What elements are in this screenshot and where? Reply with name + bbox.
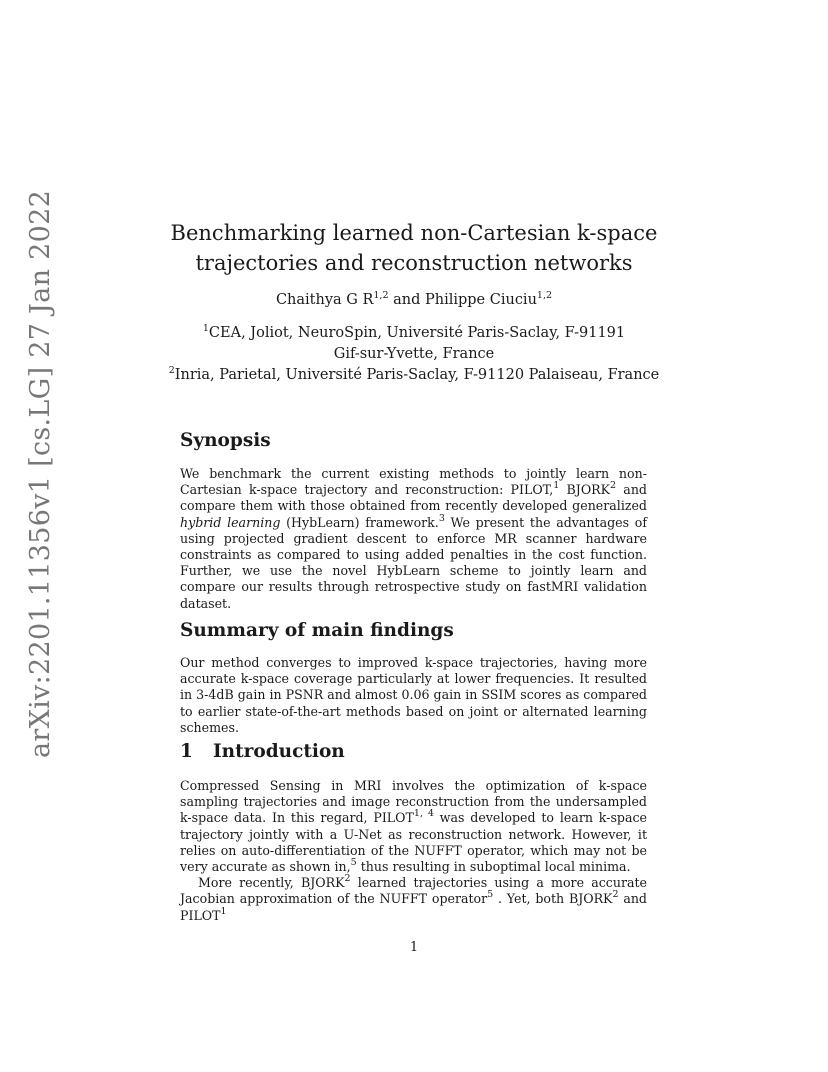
summary-text: Our method converges to improved k-space trajectories, having more accurate k-space coverage particularly at lower frequencies. It resulted in 3-4dB gain in PSNR and almost 0.06 gain in SSIM scores as compared to earlier state-of-the-art methods based on joint or alternated learning schemes. xyxy=(180,655,647,735)
synopsis-text: (HybLearn) framework. xyxy=(280,514,439,530)
author-name: Chaithya G R xyxy=(275,292,374,308)
affiliation-1 xyxy=(0,323,828,344)
affiliation-2 xyxy=(0,365,828,386)
intro-text: More recently, BJORK xyxy=(198,875,345,891)
citation-mark: 5 xyxy=(350,857,357,869)
summary-heading: Summary of main findings xyxy=(180,620,454,641)
synopsis-paragraph xyxy=(180,466,647,612)
section-number: 1 xyxy=(180,741,193,762)
author-list xyxy=(0,292,828,308)
introduction-paragraph-2 xyxy=(180,875,647,924)
page-number: 1 xyxy=(409,940,419,955)
introduction-body xyxy=(180,778,647,924)
affiliations xyxy=(0,323,828,386)
emphasis-text: hybrid learning xyxy=(180,514,281,530)
citation-mark: 5 xyxy=(487,889,494,901)
intro-text: was developed to learn k-space trajectory jointly with a U-Net as reconstruction network. However, it relies on auto-differentiation of the NUFFT operator, which may not be very accurate as shown in, xyxy=(180,810,647,875)
synopsis-text: BJORK xyxy=(559,482,611,498)
author-name: Philippe Ciuciu xyxy=(424,292,537,308)
introduction-heading xyxy=(180,741,345,762)
summary-paragraph xyxy=(180,655,647,736)
affiliation-mark: 1 xyxy=(202,323,209,334)
title-line-2: trajectories and reconstruction networks xyxy=(195,251,633,275)
intro-text: learned trajectories using a more accurate Jacobian approximation of the NUFFT operator xyxy=(180,875,647,907)
citation-mark: 1 xyxy=(220,905,227,917)
intro-text: thus resulting in suboptimal local minima. xyxy=(356,859,631,875)
citation-mark: 2 xyxy=(344,873,351,885)
intro-text: . Yet, both BJORK xyxy=(493,891,613,907)
section-title: Introduction xyxy=(213,741,345,762)
synopsis-text: and compare them with those obtained from recently developed generalized xyxy=(180,482,647,514)
citation-mark: 2 xyxy=(612,889,619,901)
citation-mark: 1, 4 xyxy=(413,808,434,820)
arxiv-identifier: arXiv:2201.11356v1 [cs.LG] 27 Jan 2022 xyxy=(25,189,56,758)
affiliation-1-cont: Gif-sur-Yvette, France xyxy=(333,346,495,362)
introduction-paragraph-1 xyxy=(180,778,647,875)
title-line-1: Benchmarking learned non-Cartesian k-space xyxy=(170,221,658,245)
synopsis-heading: Synopsis xyxy=(180,430,271,451)
citation-mark: 1 xyxy=(553,480,560,492)
synopsis-text: We benchmark the current existing methods to jointly learn non-Cartesian k-space trajectory and reconstruction: PILOT, xyxy=(180,466,647,498)
citation-mark: 2 xyxy=(610,480,617,492)
intro-text: and PILOT xyxy=(180,891,647,923)
author-affiliation-mark: 1,2 xyxy=(536,290,553,301)
affiliation-text: CEA, Joliot, NeuroSpin, Université Paris-Saclay, F-91191 xyxy=(208,325,626,341)
citation-mark: 3 xyxy=(438,512,445,524)
author-affiliation-mark: 1,2 xyxy=(373,290,389,301)
affiliation-mark: 2 xyxy=(168,365,175,376)
author-conjunction: and xyxy=(388,292,425,308)
intro-text: Compressed Sensing in MRI involves the optimization of k-space sampling trajectories and image reconstruction from the undersampled k-space data. In this regard, PILOT xyxy=(180,778,647,826)
affiliation-text: Inria, Parietal, Université Paris-Saclay, F-91120 Palaiseau, France xyxy=(174,367,660,383)
synopsis-text: We present the advantages of using projected gradient descent to enforce MR scanner hardware constraints as compared to using added penalties in the cost function. Further, we use the novel HybLearn scheme to jointly learn and compare our results through retrospective study on fastMRI validation dataset. xyxy=(180,514,647,611)
paper-title xyxy=(0,218,828,278)
